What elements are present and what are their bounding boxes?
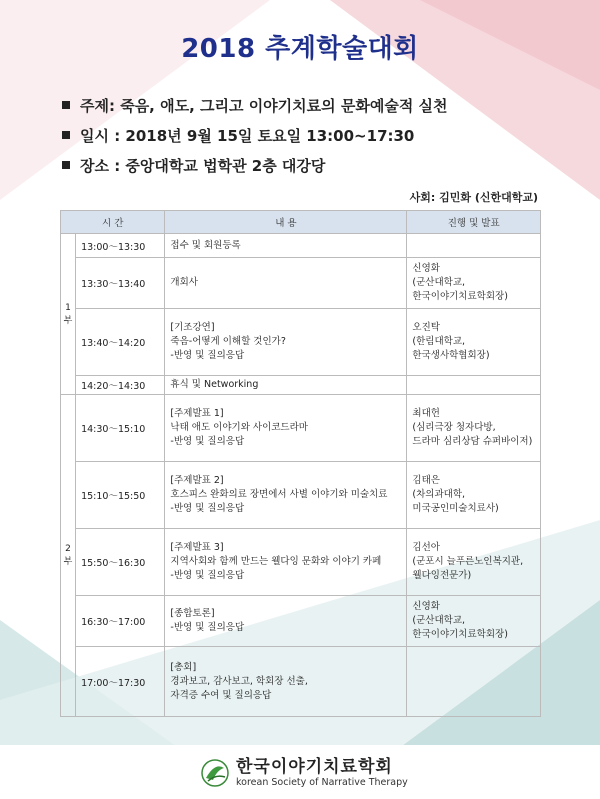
- presenter-line: (한림대학교,: [412, 336, 466, 347]
- header-content: 내 용: [165, 211, 407, 234]
- time-cell: 15:50～16:30: [76, 529, 165, 596]
- presenter-cell: [407, 395, 541, 462]
- content-line: [기조강연]: [170, 322, 215, 333]
- presenter-cell: [407, 258, 541, 309]
- time-cell: 17:00～17:30: [76, 647, 165, 717]
- content-cell: [165, 258, 407, 309]
- presenter-line: 김태은: [412, 475, 440, 486]
- square-bullet-icon: [62, 101, 70, 109]
- content-line: [주제발표 2]: [170, 475, 224, 486]
- presenter-line: 한국이야기치료학회장): [412, 629, 508, 640]
- schedule-table: [60, 210, 541, 717]
- presenter-cell: [407, 462, 541, 529]
- square-bullet-icon: [62, 131, 70, 139]
- presenter-line: (군포시 늘푸른노인복지관,: [412, 556, 524, 567]
- presenter-line: 미국공인미술치료사): [412, 503, 499, 514]
- page-title: 2018 추계학술대회: [181, 34, 419, 64]
- logo-korean: 한국이야기치료학회: [236, 757, 393, 777]
- content-cell: [165, 234, 407, 258]
- table-header-row: [61, 211, 541, 234]
- content-line: 휴식 및 Networking: [170, 379, 259, 390]
- content-line: -반영 및 질의응답: [170, 570, 245, 581]
- event-info: [62, 90, 448, 180]
- presenter-line: 한국이야기치료학회장): [412, 291, 508, 302]
- info-topic: 주제: 죽음, 애도, 그리고 이야기치료의 문화예술적 실천: [62, 90, 448, 120]
- content-line: 접수 및 회원등록: [170, 239, 241, 251]
- presenter-line: 드라마 심리상담 슈퍼바이저): [412, 436, 533, 447]
- time-cell: 14:20～14:30: [76, 376, 165, 395]
- content-cell: [165, 309, 407, 376]
- presenter-line: (차의과대학,: [412, 489, 466, 500]
- presenter-line: 최대헌: [412, 408, 440, 419]
- presenter-cell: [407, 309, 541, 376]
- presenter-line: (군산대학교,: [412, 277, 466, 288]
- content-line: -반영 및 질의응답: [170, 350, 245, 361]
- table-row: [61, 234, 541, 258]
- content-line: 개회사: [170, 277, 198, 288]
- presenter-cell: [407, 234, 541, 258]
- content-cell: [165, 376, 407, 395]
- moderator: 사회: 김민화 (신한대학교): [409, 191, 538, 204]
- content-line: 지역사회와 함께 만드는 웰다잉 문화와 이야기 카페: [170, 556, 382, 567]
- table-row: [61, 395, 541, 462]
- content-cell: [165, 596, 407, 647]
- content-line: 자격증 수여 및 질의응답: [170, 689, 272, 701]
- content-line: -반영 및 질의응답: [170, 503, 245, 514]
- part-label: 2부: [61, 395, 76, 717]
- content-line: -반영 및 질의응답: [170, 436, 245, 447]
- presenter-line: 신영화: [412, 263, 440, 274]
- presenter-line: 신영화: [412, 601, 440, 612]
- content-cell: [165, 647, 407, 717]
- part-label: 1부: [61, 234, 76, 395]
- presenter-line: 김선아: [412, 542, 440, 553]
- presenter-line: 오진탁: [412, 322, 440, 333]
- presenter-cell: [407, 376, 541, 395]
- society-logo: [200, 757, 408, 789]
- presenter-line: (심리극장 청자다방,: [412, 422, 496, 433]
- presenter-line: (군산대학교,: [412, 615, 466, 626]
- content-cell: [165, 462, 407, 529]
- content-line: [총회]: [170, 661, 197, 673]
- time-cell: 16:30～17:00: [76, 596, 165, 647]
- time-cell: 13:00～13:30: [76, 234, 165, 258]
- table-row: [61, 309, 541, 376]
- header-time: 시 간: [61, 211, 165, 234]
- content-line: [주제발표 3]: [170, 542, 224, 553]
- content-line: -반영 및 질의응답: [170, 622, 245, 633]
- presenter-cell: [407, 596, 541, 647]
- content-line: 경과보고, 감사보고, 학회장 선출,: [170, 675, 308, 687]
- time-cell: 13:30～13:40: [76, 258, 165, 309]
- content-line: 낙태 애도 이야기와 사이코드라마: [170, 422, 308, 433]
- content-cell: [165, 529, 407, 596]
- presenter-line: 한국생사학협회장): [412, 350, 490, 361]
- header-presenter: 진행 및 발표: [407, 211, 541, 234]
- time-cell: 14:30～15:10: [76, 395, 165, 462]
- table-row: [61, 596, 541, 647]
- info-venue: 장소 : 중앙대학교 법학관 2층 대강당: [62, 150, 448, 180]
- table-row: [61, 258, 541, 309]
- content-line: 죽음-어떻게 이해할 것인가?: [170, 336, 286, 347]
- info-date: 일시 : 2018년 9월 15일 토요일 13:00~17:30: [62, 120, 448, 150]
- logo-english: korean Society of Narrative Therapy: [236, 777, 408, 788]
- square-bullet-icon: [62, 161, 70, 169]
- time-cell: 13:40～14:20: [76, 309, 165, 376]
- time-cell: 15:10～15:50: [76, 462, 165, 529]
- table-row: [61, 647, 541, 717]
- table-row: [61, 376, 541, 395]
- content-line: [주제발표 1]: [170, 408, 224, 419]
- presenter-cell: [407, 529, 541, 596]
- content-cell: [165, 395, 407, 462]
- content-line: [종합토론]: [170, 608, 215, 619]
- leaf-logo-icon: [200, 758, 230, 788]
- presenter-line: 웰다잉전문가): [412, 570, 472, 581]
- content-line: 호스피스 완화의료 장면에서 사별 이야기와 미술치료: [170, 489, 388, 500]
- presenter-cell: [407, 647, 541, 717]
- table-row: [61, 462, 541, 529]
- table-row: [61, 529, 541, 596]
